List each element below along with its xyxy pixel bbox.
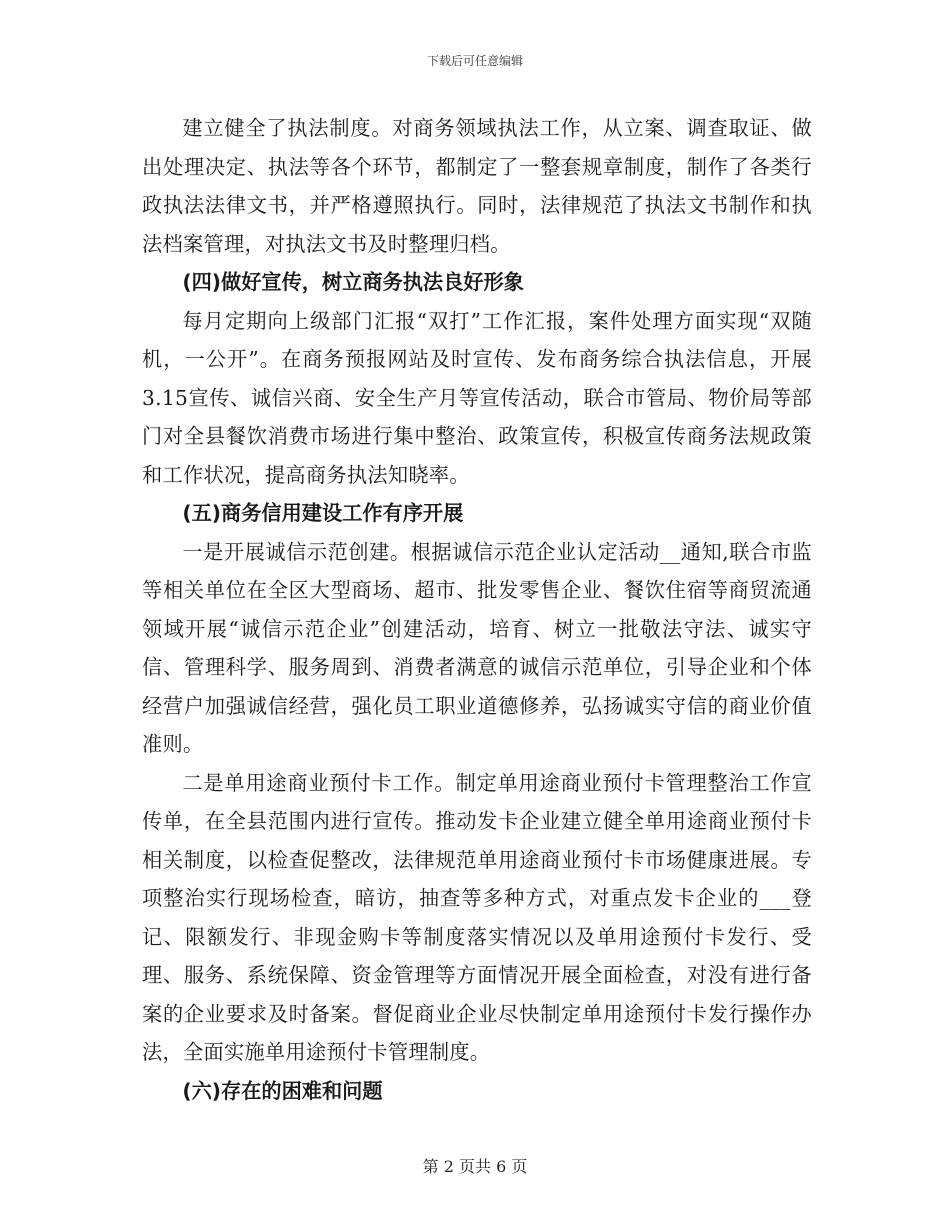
document-body	[142, 109, 812, 1110]
paragraph-continued: 建立健全了执法制度。对商务领域执法工作，从立案、调查取证、做出处理决定、执法等各个环节，都制定了一整套规章制度，制作了各类行政执法法律文书，并严格遵照执行。同时，法律规范了执法文书制作和执法档案管理，对执法文书及时整理归档。	[142, 116, 812, 256]
section-heading-6: (六)存在的困难和问题	[182, 1078, 383, 1103]
paragraph-integrity-demo: 一是开展诚信示范创建。根据诚信示范企业认定活动__通知,联合市监等相关单位在全区大型商场、超市、批发零售企业、餐饮住宿等商贸流通领域开展“诚信示范企业”创建活动，培育、树立一批敬法守法、诚实守信、管理科学、服务周到、消费者满意的诚信示范单位，引导企业和个体经营户加强诚信经营，强化员工职业道德修养，弘扬诚实守信的商业价值准则。	[142, 539, 812, 756]
section-heading-5: (五)商务信用建设工作有序开展	[182, 501, 464, 525]
page-header: 下载后可任意编辑	[426, 54, 523, 68]
paragraph-prepaid-card: 二是单用途商业预付卡工作。制定单用途商业预付卡管理整治工作宣传单，在全县范围内进行宣传。推动发卡企业建立健全单用途商业预付卡相关制度，以检查促整改，法律规范单用途商业预付卡市场健康进展。专项整治实行现场检查，暗访，抽查等多种方式，对重点发卡企业的___登记、限额发行、非现金购卡等制度落实情况以及单用途预付卡发行、受理、服务、系统保障、资金管理等方面情况开展全面检查，对没有进行备案的企业要求及时备案。督促商业企业尽快制定单用途预付卡发行操作办法，全面实施单用途预付卡管理制度。	[142, 770, 812, 1064]
paragraph-publicity: 每月定期向上级部门汇报“双打”工作汇报，案件处理方面实现“双随机，一公开”。在商务预报网站及时宣传、发布商务综合执法信息，开展3.15宣传、诚信兴商、安全生产月等宣传活动，联合市管局、物价局等部门对全县餐饮消费市场进行集中整治、政策宣传，积极宣传商务法规政策和工作状况，提高商务执法知晓率。	[142, 308, 812, 487]
page-footer: 第 2 页共 6 页	[422, 1157, 528, 1176]
section-heading-4: (四)做好宣传，树立商务执法良好形象	[182, 270, 524, 294]
